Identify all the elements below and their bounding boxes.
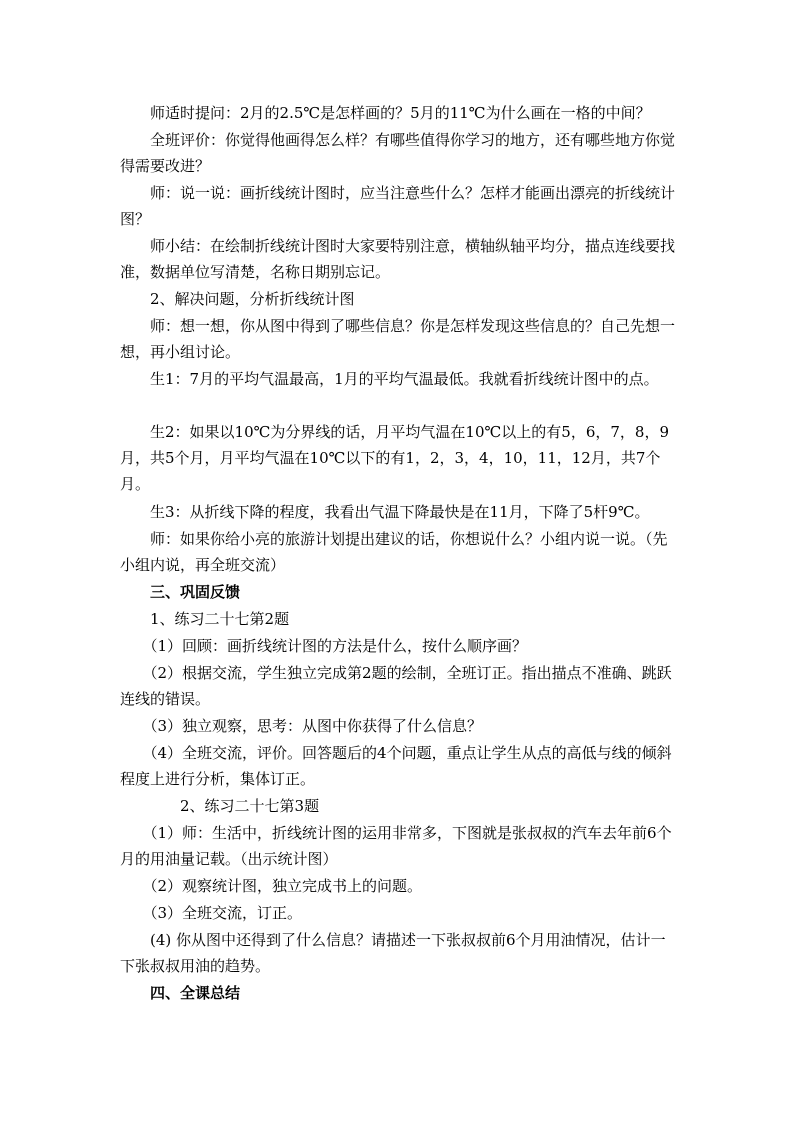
paragraph-student-2: 生2：如果以10℃为分界线的话，月平均气温在10℃以上的有5，6，7，8，9月，共5个月，月平均气温在10℃以下的有1，2，3，4，10，11，12月，共7个月。 — [120, 423, 669, 493]
section-heading-consolidation: 三、巩固反馈 — [120, 583, 241, 601]
paragraph-student-3: 生3：从折线下降的程度，我看出气温下降最快是在11月，下降了5杆9℃。 — [120, 503, 650, 521]
section-heading-summary: 四、全课总结 — [120, 984, 241, 1002]
paragraph-exercise-1-step-4: （4）全班交流，评价。回答题后的4个问题，重点让学生从点的高低与线的倾斜程度上进行分析，集体订正。 — [120, 744, 672, 788]
paragraph-exercise-2-step-4: (4) 你从图中还得到了什么信息？请描述一下张叔叔前6个月用油情况，估计一下张叔叔用油的趋势。 — [120, 931, 666, 975]
paragraph-class-evaluation: 全班评价：你觉得他画得怎么样？有哪些值得你学习的地方，还有哪些地方你觉得需要改进？ — [120, 131, 676, 175]
paragraph-teacher-discuss: 师：说一说：画折线统计图时，应当注意些什么？怎样才能画出漂亮的折线统计图？ — [120, 184, 676, 228]
paragraph-teacher-question: 师适时提问：2月的2.5℃是怎样画的？5月的11℃为什么画在一格的中间？ — [120, 104, 651, 122]
paragraph-teacher-suggestion: 师：如果你给小亮的旅游计划提出建议的话，你想说什么？小组内说一说。（先小组内说，再全班交流） — [120, 530, 668, 574]
paragraph-exercise-1: 1、练习二十七第2题 — [120, 610, 290, 628]
paragraph-teacher-think: 师：想一想，你从图中得到了哪些信息？你是怎样发现这些信息的？自己先想一想，再小组讨论。 — [120, 317, 676, 361]
paragraph-exercise-2-step-3: （3）全班交流，订正。 — [120, 904, 303, 922]
paragraph-exercise-1-step-2: （2）根据交流，学生独立完成第2题的绘制，全班订正。指出描点不准确、跳跃连线的错误。 — [120, 664, 672, 708]
paragraph-exercise-2-step-1: （1）师：生活中，折线统计图的运用非常多，下图就是张叔叔的汽车去年前6个月的用油量记载。（出示统计图） — [120, 824, 672, 868]
section-heading-solve-problem: 2、解决问题，分析折线统计图 — [120, 290, 355, 308]
paragraph-exercise-1-step-1: （1）回顾：画折线统计图的方法是什么，按什么顺序画？ — [120, 637, 528, 655]
paragraph-exercise-2-step-2: （2）观察统计图，独立完成书上的问题。 — [120, 877, 423, 895]
paragraph-student-1: 生1：7月的平均气温最高，1月的平均气温最低。我就看折线统计图中的点。 — [120, 370, 659, 388]
paragraph-exercise-1-step-3: （3）独立观察，思考：从图中你获得了什么信息？ — [120, 717, 483, 735]
paragraph-exercise-2: 2、练习二十七第3题 — [120, 797, 320, 815]
paragraph-teacher-summary: 师小结：在绘制折线统计图时大家要特别注意，横轴纵轴平均分，描点连线要找准，数据单位写清楚，名称日期别忘记。 — [120, 237, 676, 281]
